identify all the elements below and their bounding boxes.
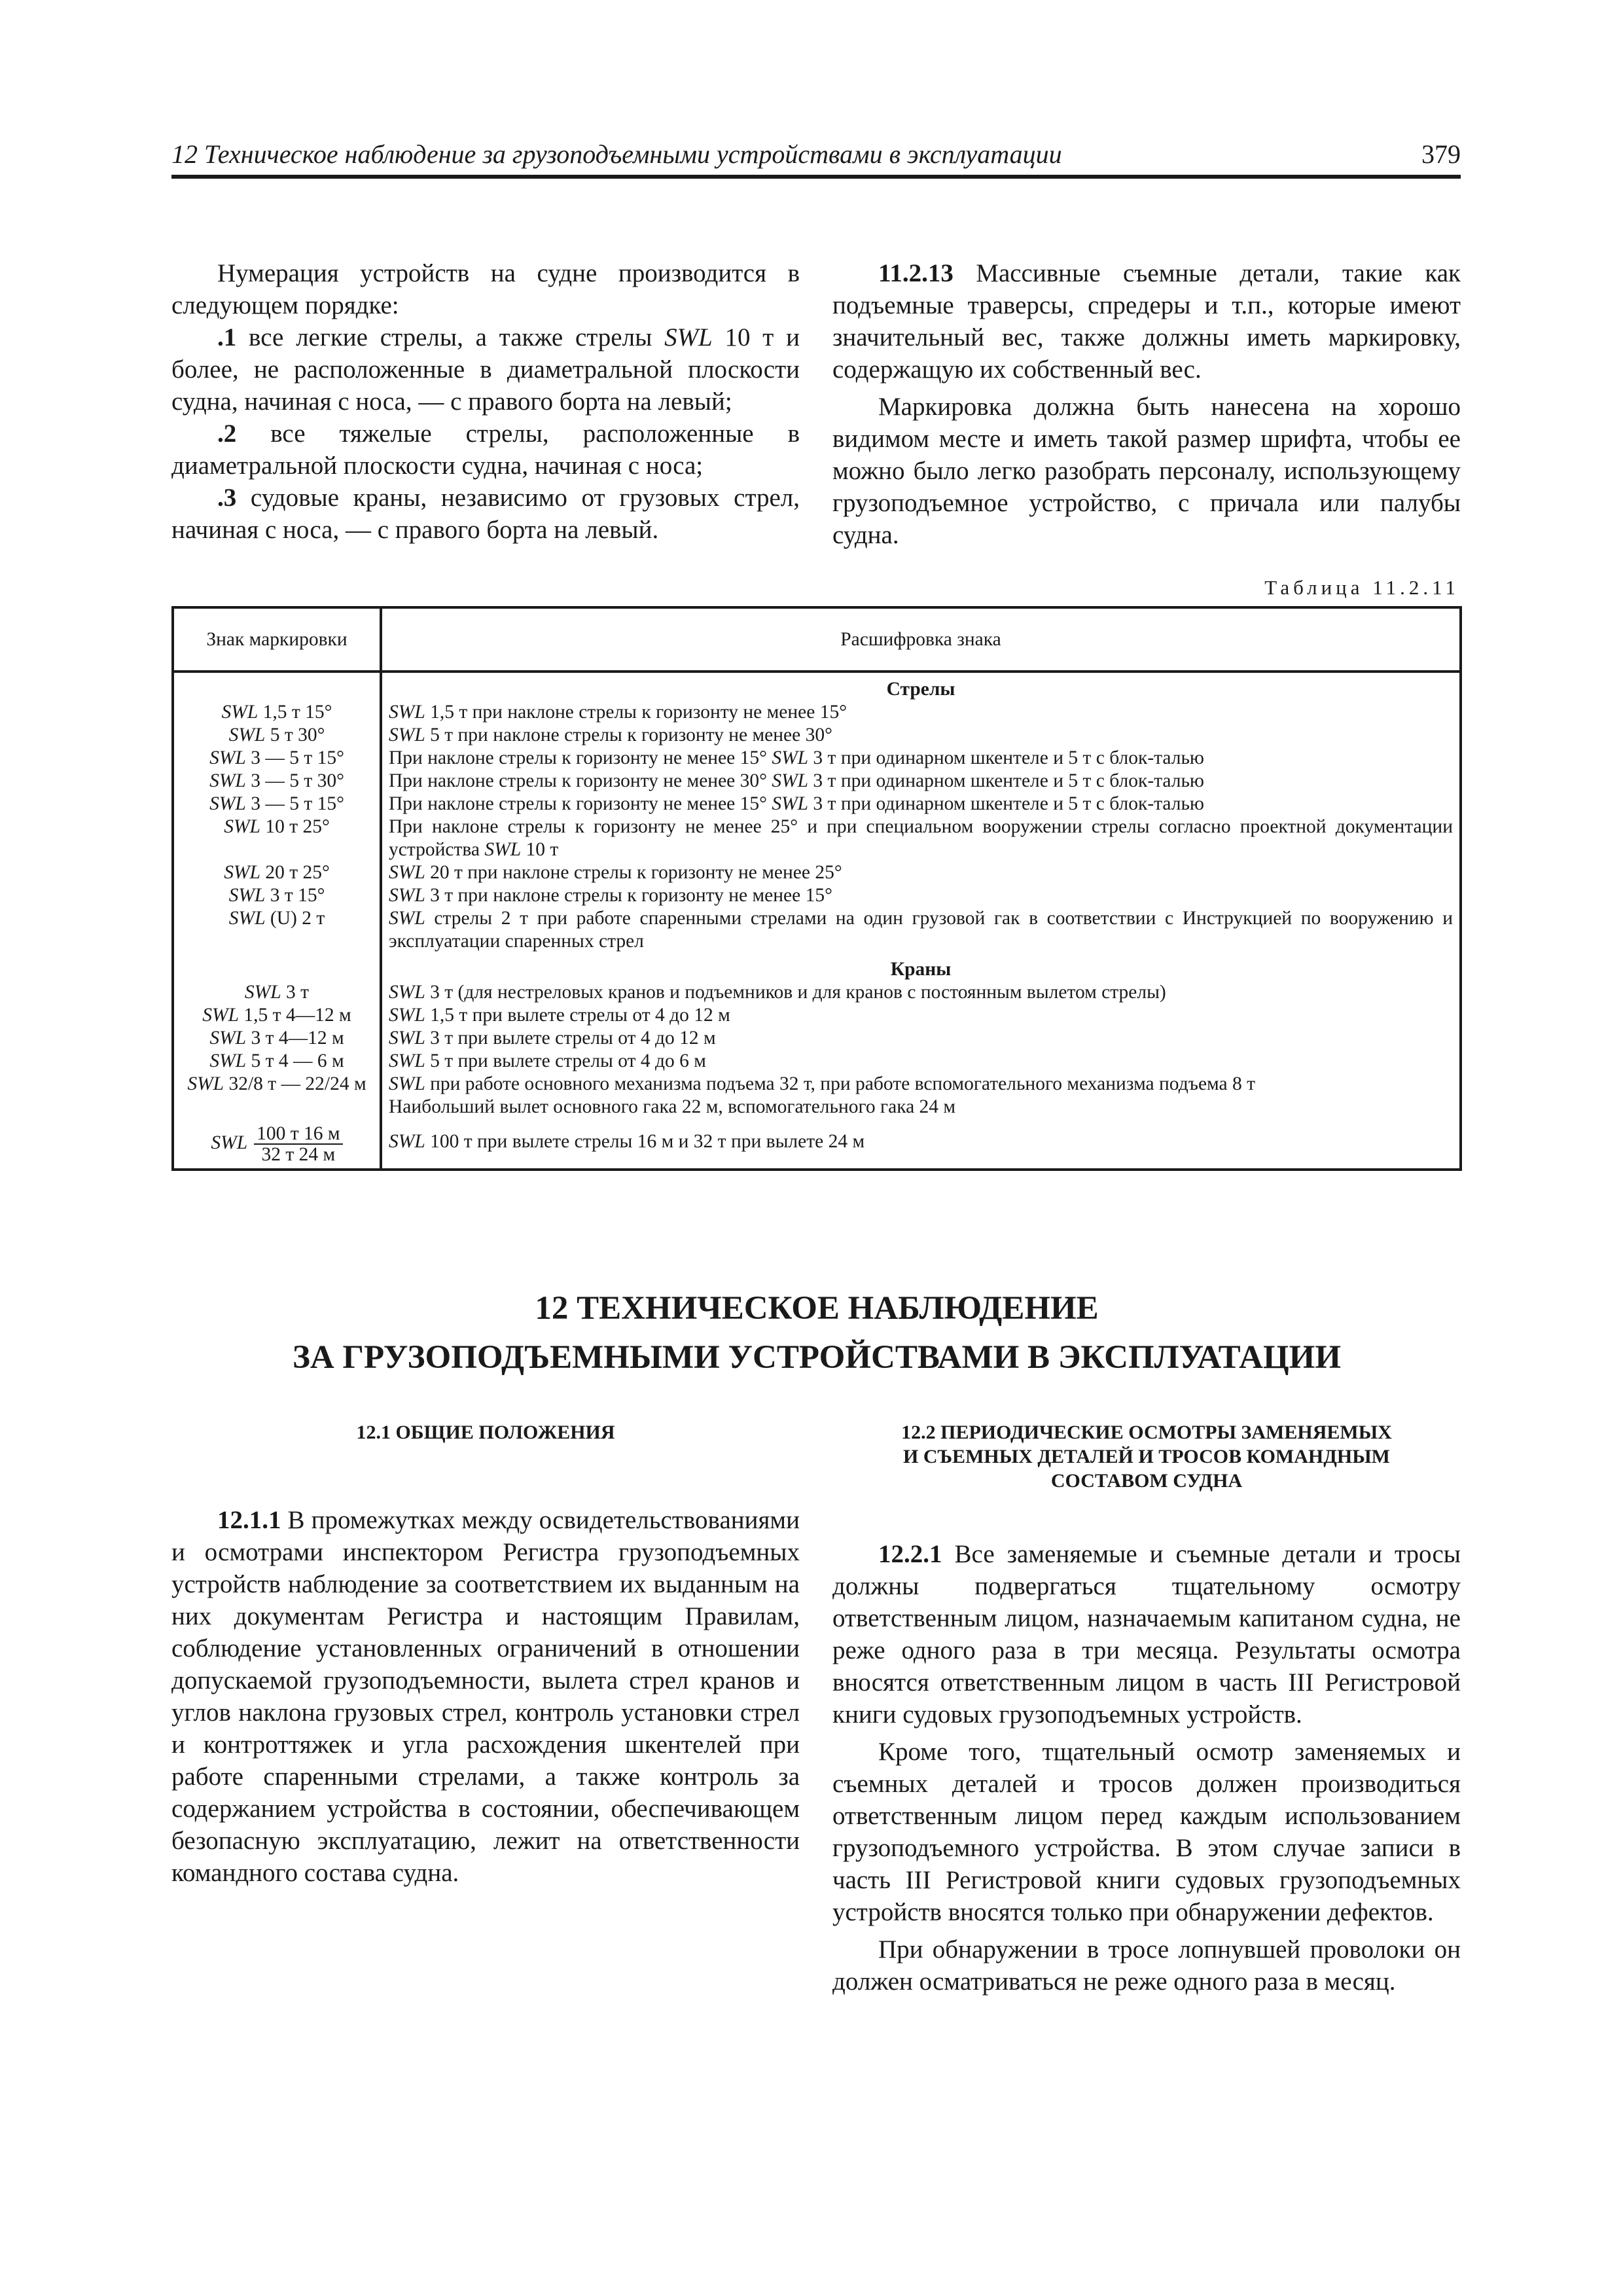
clause-12-1-1: 12.1.1 В промежутках между освидетельствованиями и осмотрами инспектором Регистра грузоподъемных устройств наблюдение за соответствием их выданным на них документам Регистра и настоящим Правилам, соблюдение установленных ограничений в отношении допускаемой грузоподъемности, вылета стрел кранов и углов наклона грузовых стрел, контроль установки стрел и контроттяжек и угла расхождения шкентелей при работе спаренными стрелами, а также контроль за содержанием устройства в состоянии, обеспечивающем безопасную эксплуатацию, лежит на ответственности командного состава судна. bbox=[171, 1506, 800, 1887]
table-row: SWL 1,5 т 4—12 м SWL 1,5 т при вылете стрелы от 4 до 12 м bbox=[173, 1004, 1461, 1027]
table-row: SWL 1,5 т 15° SWL 1,5 т при наклоне стрелы к горизонту не менее 15° bbox=[173, 701, 1461, 724]
section-12-2-title: 12.2 ПЕРИОДИЧЕСКИЕ ОСМОТРЫ ЗАМЕНЯЕМЫХ И СЪЕМНЫХ ДЕТАЛЕЙ И ТРОСОВ КОМАНДНЫМ СОСТАВОМ СУДНА bbox=[901, 1422, 1392, 1492]
intro-right-column bbox=[832, 257, 1461, 551]
intro-paragraph: Нумерация устройств на судне производится в следующем порядке: bbox=[171, 259, 800, 319]
intro-left-column bbox=[171, 257, 800, 546]
table-row: SWL $\frac{100 т 16 м}{32 т 24 м}$ SWL 100 т при вылете стрелы 16 м и 32 т при вылете 24 м bbox=[173, 1119, 1461, 1170]
column-header-mark: Знак маркировки bbox=[173, 607, 381, 672]
table-row: SWL 3 — 5 т 15° При наклоне стрелы к горизонту не менее 15° SWL 3 т при одинарном шкентеле и 5 т с блок-талью bbox=[173, 747, 1461, 770]
chapter-title-line-2: ЗА ГРУЗОПОДЪЕМНЫМИ УСТРОЙСТВАМИ В ЭКСПЛУАТАЦИИ bbox=[293, 1339, 1341, 1376]
table-row: SWL 20 т 25° SWL 20 т при наклоне стрелы к горизонту не менее 25° bbox=[173, 861, 1461, 884]
clause-12-2-1: 12.2.1 Все заменяемые и съемные детали и тросы должны подвергаться тщательному осмотру ответственным лицом, назначаемым капитаном судна, не реже одного раза в три месяца. Результаты осмотра вносятся ответственным лицом в часть III Регистровой книги судовых грузоподъемных устройств. bbox=[832, 1540, 1461, 1729]
section-12-1-body bbox=[171, 1504, 800, 1889]
list-item-1: .1 все легкие стрелы, а также стрелы SWL 10 т и более, не расположенные в диаметральной плоскости судна, начиная с носа, — с правого борта на левый; bbox=[171, 323, 800, 416]
fraction-mark: $\frac{100 т 16 м}{32 т 24 м}$ bbox=[254, 1124, 342, 1164]
table-row: SWL 10 т 25° При наклоне стрелы к горизонту не менее 25° и при специальном вооружении стрелы согласно проектной документации устройства SWL 10 т bbox=[173, 816, 1461, 861]
section-row-cranes: Краны bbox=[173, 953, 1461, 981]
table-header-row bbox=[173, 607, 1461, 672]
table-row: SWL 3 т 15° SWL 3 т при наклоне стрелы к горизонту не менее 15° bbox=[173, 884, 1461, 907]
section-12-1-title: 12.1 ОБЩИЕ ПОЛОЖЕНИЯ bbox=[356, 1422, 615, 1443]
running-title: 12 Техническое наблюдение за грузоподъемными устройствами в эксплуатации bbox=[171, 139, 1062, 169]
header-rule bbox=[171, 175, 1461, 179]
table-row: SWL (U) 2 т SWL стрелы 2 т при работе спаренными стрелами на один грузовой гак в соответствии с Инструкцией по вооружению и эксплуатации спаренных стрел bbox=[173, 907, 1461, 953]
table-caption: Таблица 11.2.11 bbox=[1264, 576, 1459, 599]
clause-11-2-13: 11.2.13 Массивные съемные детали, такие как подъемные траверсы, спредеры и т.п., которые имеют значительный вес, также должны иметь маркировку, содержащую их собственный вес. bbox=[832, 259, 1461, 384]
section-row-booms: Стрелы bbox=[173, 672, 1461, 701]
table-row: SWL 5 т 30° SWL 5 т при наклоне стрелы к горизонту не менее 30° bbox=[173, 724, 1461, 747]
marking-paragraph: Маркировка должна быть нанесена на хорошо видимом месте и иметь такой размер шрифта, чтобы ее можно было легко разобрать персоналу, использующему грузоподъемное устройство, с причала или палубы судна. bbox=[832, 393, 1461, 549]
table-row: SWL 3 т SWL 3 т (для нестреловых кранов и подъемников и для кранов с постоянным вылетом стрелы) bbox=[173, 981, 1461, 1004]
table-row: SWL 3 — 5 т 15° При наклоне стрелы к горизонту не менее 15° SWL 3 т при одинарном шкентеле и 5 т с блок-талью bbox=[173, 793, 1461, 816]
table-row: SWL 3 — 5 т 30° При наклоне стрелы к горизонту не менее 30° SWL 3 т при одинарном шкентеле и 5 т с блок-талью bbox=[173, 770, 1461, 793]
broken-wire-paragraph: При обнаружении в тросе лопнувшей проволоки он должен осматриваться не реже одного раза в месяц. bbox=[832, 1935, 1461, 1996]
table-row: SWL 32/8 т — 22/24 м SWL при работе основного механизма подъема 32 т, при работе вспомогательного механизма подъема 8 т Наибольший вылет основного гака 22 м, вспомогательного гака 24 м bbox=[173, 1073, 1461, 1119]
page-number: 379 bbox=[1421, 139, 1461, 169]
table-row: SWL 5 т 4 — 6 м SWL 5 т при вылете стрелы от 4 до 6 м bbox=[173, 1050, 1461, 1073]
table-row: SWL 3 т 4—12 м SWL 3 т при вылете стрелы от 4 до 12 м bbox=[173, 1027, 1461, 1050]
marking-table bbox=[171, 606, 1462, 1171]
column-header-decoding: Расшифровка знака bbox=[381, 607, 1461, 672]
list-item-3: .3 судовые краны, независимо от грузовых стрел, начиная с носа, — с правого борта на левый. bbox=[171, 484, 800, 544]
chapter-title-line-1: 12 ТЕХНИЧЕСКОЕ НАБЛЮДЕНИЕ bbox=[535, 1290, 1099, 1327]
list-item-2: .2 все тяжелые стрелы, расположенные в диаметральной плоскости судна, начиная с носа; bbox=[171, 420, 800, 480]
section-12-2-body bbox=[832, 1538, 1461, 1998]
inspection-paragraph: Кроме того, тщательный осмотр заменяемых и съемных деталей и тросов должен производиться ответственным лицом перед каждым использованием грузоподъемного устройства. В этом случае записи в часть III Регистровой книги судовых грузоподъемных устройств вносятся только при обнаружении дефектов. bbox=[832, 1738, 1461, 1926]
